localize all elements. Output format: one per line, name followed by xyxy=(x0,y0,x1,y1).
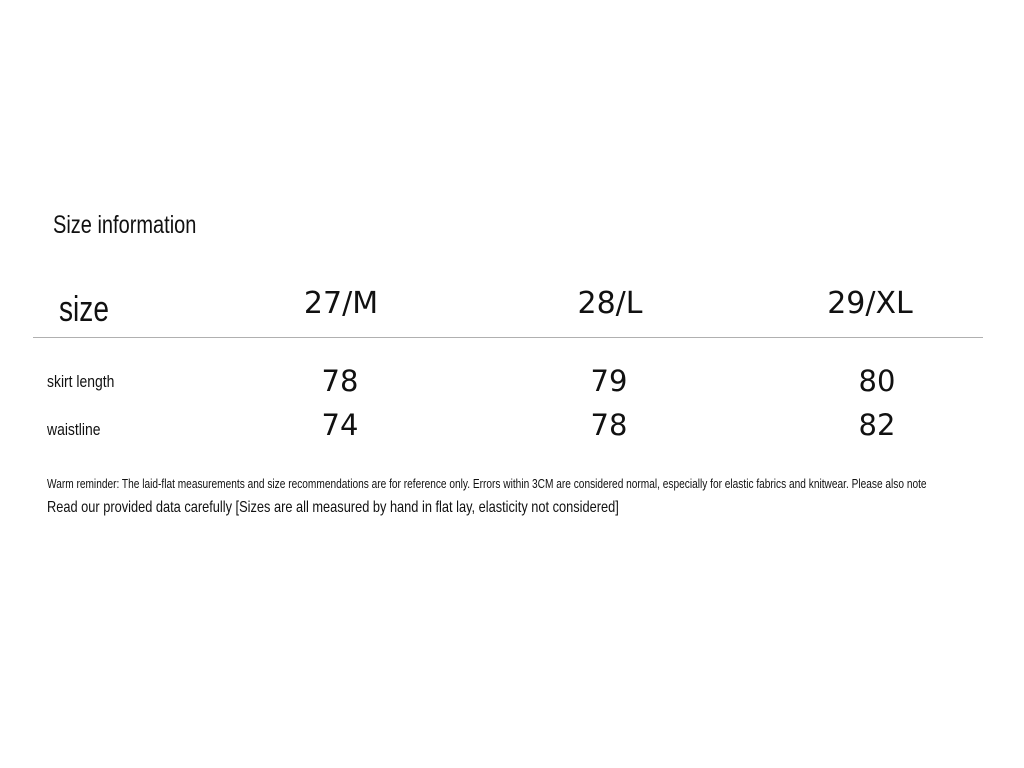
header-divider xyxy=(33,337,983,338)
row-label-skirt-length: skirt length xyxy=(47,372,115,391)
column-header-29xl: 29/XL xyxy=(827,286,913,321)
column-header-28l: 28/L xyxy=(577,286,643,321)
table-cell: 74 xyxy=(321,408,359,442)
row-label-waistline: waistline xyxy=(47,420,101,439)
table-cell: 82 xyxy=(858,408,896,442)
table-cell: 78 xyxy=(590,408,628,442)
table-cell: 80 xyxy=(858,364,896,398)
table-cell: 78 xyxy=(321,364,359,398)
page-title: Size information xyxy=(53,211,197,239)
measurement-instruction: Read our provided data carefully [Sizes are all measured by hand in flat lay, elasticity not considered] xyxy=(47,499,619,516)
warm-reminder-note: Warm reminder: The laid-flat measurements and size recommendations are for reference only. Errors within 3CM are considered normal, especially for elastic fabrics and knitwear. Please also note xyxy=(47,476,927,491)
column-header-27m: 27/M xyxy=(303,286,379,321)
table-cell: 79 xyxy=(590,364,628,398)
size-header-label: size xyxy=(59,288,109,329)
